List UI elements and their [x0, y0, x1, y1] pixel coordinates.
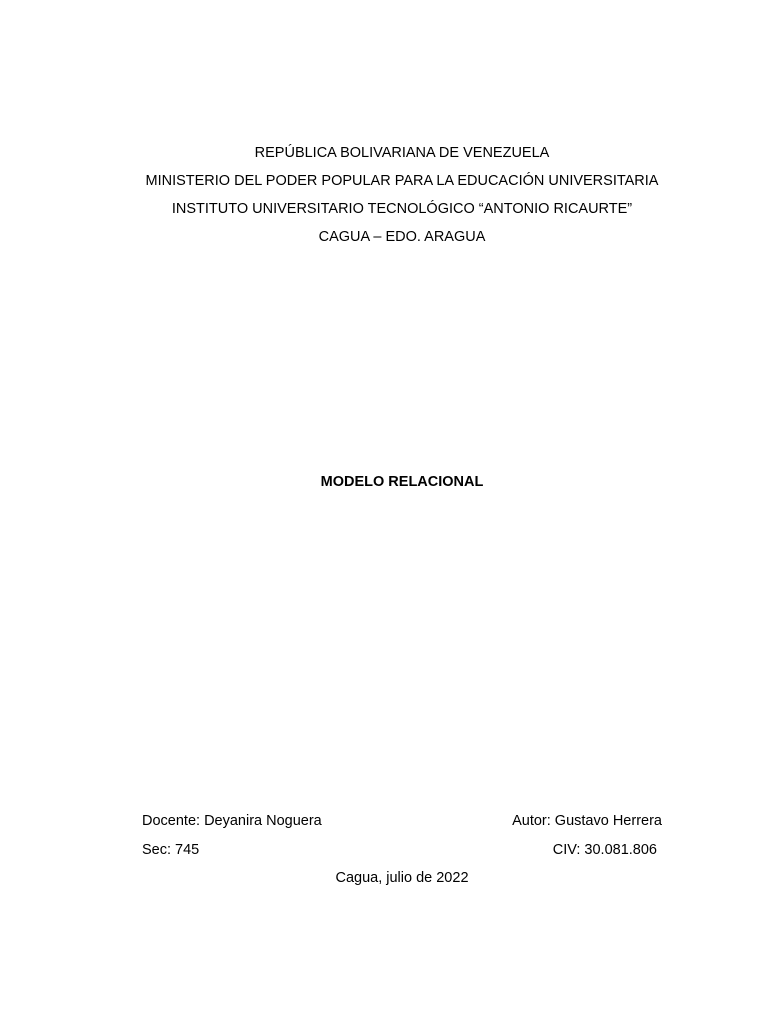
institution-header	[130, 145, 674, 257]
header-location: CAGUA – EDO. ARAGUA	[318, 229, 486, 245]
section-number: Sec: 745	[142, 842, 200, 858]
header-institute: INSTITUTO UNIVERSITARIO TECNOLÓGICO “ANTONIO RICAURTE”	[171, 201, 633, 217]
teacher-name: Docente: Deyanira Noguera	[142, 813, 322, 829]
author-id: CIV: 30.081.806	[552, 842, 657, 858]
header-ministry: MINISTERIO DEL PODER POPULAR PARA LA EDUCACIÓN UNIVERSITARIA	[145, 173, 659, 189]
document-title: MODELO RELACIONAL	[320, 474, 484, 490]
place-date: Cagua, julio de 2022	[335, 870, 469, 886]
header-country: REPÚBLICA BOLIVARIANA DE VENEZUELA	[254, 145, 550, 161]
author-name: Autor: Gustavo Herrera	[512, 813, 662, 829]
